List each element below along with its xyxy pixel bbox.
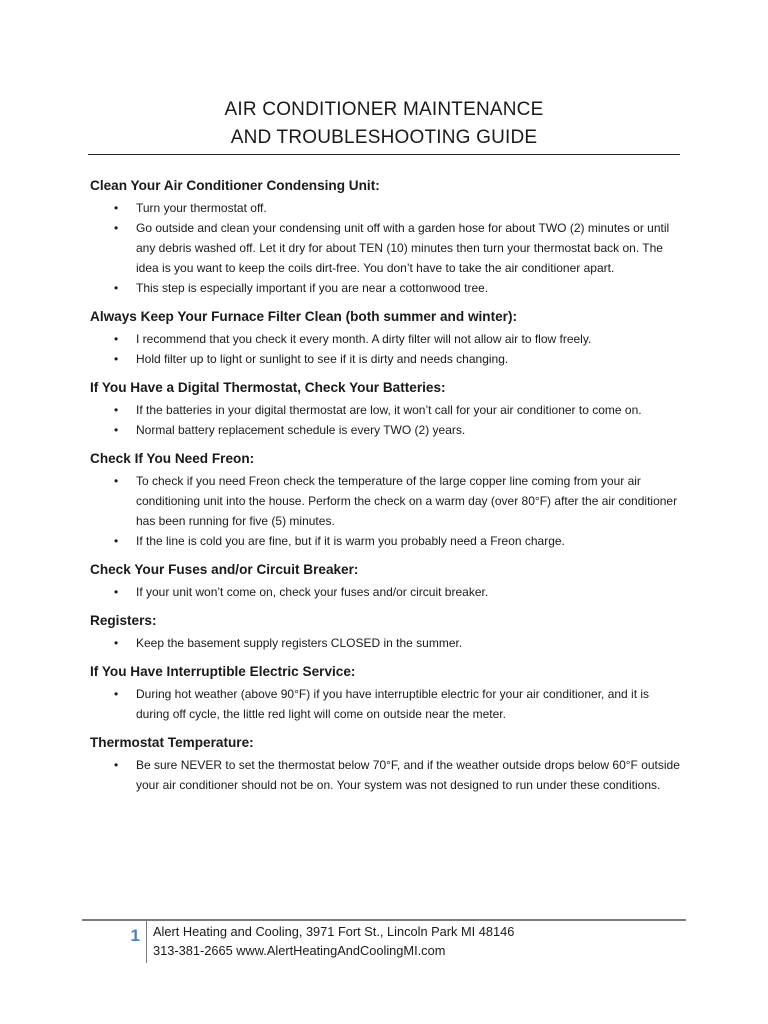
title-divider <box>88 154 680 155</box>
list-item <box>90 278 682 298</box>
bullet-icon: • <box>114 403 119 417</box>
bullet-icon: • <box>114 221 119 235</box>
bullet-icon: • <box>114 423 119 437</box>
section-heading: Thermostat Temperature: <box>90 735 254 750</box>
list-item-text: Keep the basement supply registers CLOSED in the summer. <box>136 636 463 650</box>
bullet-icon: • <box>114 636 119 650</box>
bullet-icon: • <box>114 332 119 346</box>
section-heading: Check If You Need Freon: <box>90 451 255 466</box>
bullet-icon: • <box>114 201 119 215</box>
list-item-text: This step is especially important if you are near a cottonwood tree. <box>136 281 489 295</box>
bullet-icon: • <box>114 281 119 295</box>
page-number: 1 <box>130 926 140 945</box>
section <box>90 611 690 653</box>
section-heading: Registers: <box>90 613 157 628</box>
section <box>90 307 690 369</box>
section-heading: If You Have a Digital Thermostat, Check Your Batteries: <box>90 380 446 395</box>
list-item <box>90 684 682 724</box>
bullet-list <box>90 684 690 724</box>
title-line-1: AIR CONDITIONER MAINTENANCE <box>224 99 544 120</box>
bullet-icon: • <box>114 585 119 599</box>
list-item <box>90 471 682 531</box>
section-heading: If You Have Interruptible Electric Service: <box>90 664 356 679</box>
document-title <box>88 96 680 152</box>
bullet-icon: • <box>114 687 119 701</box>
list-item <box>90 400 682 420</box>
bullet-icon: • <box>114 534 119 548</box>
section-heading: Check Your Fuses and/or Circuit Breaker: <box>90 562 359 577</box>
footer-text <box>153 922 514 960</box>
list-item <box>90 198 682 218</box>
list-item-text: Go outside and clean your condensing unit off with a garden hose for about TWO (2) minutes or until any debris washed off. Let it dry for about TEN (10) minutes then turn your thermostat back on. The idea is you want to keep the coils dirt-free. You don’t have to take the air conditioner apart. <box>136 221 670 275</box>
bullet-icon: • <box>114 352 119 366</box>
list-item <box>90 633 682 653</box>
section <box>90 733 690 795</box>
list-item-text: If the batteries in your digital thermostat are low, it won’t call for your air conditioner to come on. <box>136 403 642 417</box>
bullet-icon: • <box>114 758 119 772</box>
list-item-text: Hold filter up to light or sunlight to see if it is dirty and needs changing. <box>136 352 509 366</box>
list-item-text: Normal battery replacement schedule is every TWO (2) years. <box>136 423 466 437</box>
list-item <box>90 420 682 440</box>
list-item-text: During hot weather (above 90°F) if you have interruptible electric for your air conditioner, and it is during off cycle, the little red light will come on outside near the meter. <box>136 687 650 721</box>
bullet-icon: • <box>114 474 119 488</box>
bullet-list <box>90 582 690 602</box>
list-item-text: If your unit won’t come on, check your fuses and/or circuit breaker. <box>136 585 489 599</box>
list-item-text: To check if you need Freon check the temperature of the large copper line coming from your air conditioning unit into the house. Perform the check on a warm day (over 80°F) after the air conditioner has been running for five (5) minutes. <box>136 474 678 528</box>
section <box>90 378 690 440</box>
list-item <box>90 582 682 602</box>
section <box>90 176 690 298</box>
list-item <box>90 218 682 278</box>
bullet-list <box>90 471 690 551</box>
footer-vertical-divider <box>146 921 147 963</box>
footer-divider <box>82 919 686 921</box>
bullet-list <box>90 633 690 653</box>
list-item <box>90 755 682 795</box>
list-item <box>90 349 682 369</box>
list-item-text: Turn your thermostat off. <box>136 201 267 215</box>
list-item-text: Be sure NEVER to set the thermostat below 70°F, and if the weather outside drops below 60°F outside your air conditioner should not be on. Your system was not designed to run under these conditions. <box>136 758 680 792</box>
footer-contact: 313-381-2665 www.AlertHeatingAndCoolingMI.com <box>153 943 446 958</box>
list-item <box>90 531 682 551</box>
bullet-list <box>90 755 690 795</box>
guide-content <box>90 176 690 804</box>
list-item-text: If the line is cold you are fine, but if it is warm you probably need a Freon charge. <box>136 534 565 548</box>
list-item <box>90 329 682 349</box>
bullet-list <box>90 329 690 369</box>
section <box>90 662 690 724</box>
bullet-list <box>90 198 690 298</box>
section-heading: Always Keep Your Furnace Filter Clean (both summer and winter): <box>90 309 518 324</box>
section <box>90 449 690 551</box>
title-line-2: AND TROUBLESHOOTING GUIDE <box>230 127 538 148</box>
footer-address: Alert Heating and Cooling, 3971 Fort St., Lincoln Park MI 48146 <box>153 924 515 939</box>
section-heading: Clean Your Air Conditioner Condensing Unit: <box>90 178 380 193</box>
bullet-list <box>90 400 690 440</box>
list-item-text: I recommend that you check it every month. A dirty filter will not allow air to flow freely. <box>136 332 592 346</box>
section <box>90 560 690 602</box>
